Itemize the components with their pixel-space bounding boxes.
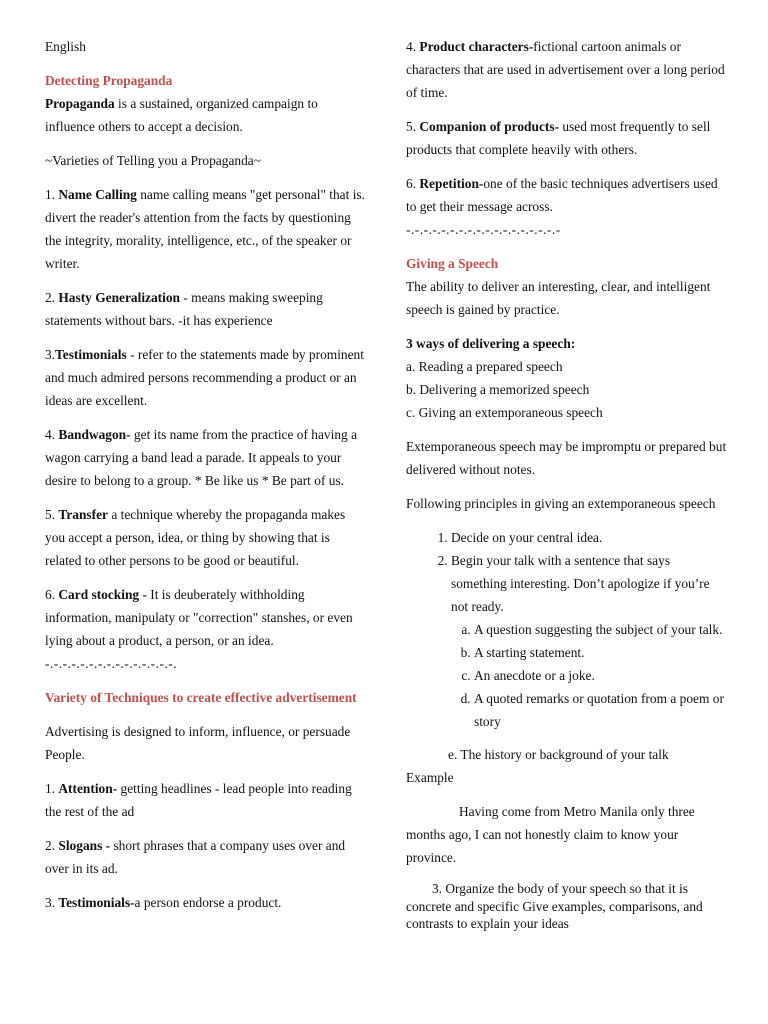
item-term: Name Calling [58,187,137,202]
item-text: fictional cartoon animals or characters that are used in advertisement over a long period of time. [406,39,725,100]
ways-heading [406,332,728,355]
item-number: 5. [45,507,59,522]
item-text: short phrases that a company uses over and over in its ad. [45,838,346,876]
item-text: - means making sweeping statements without bars. -it has experience [45,290,323,328]
principle-item: 1. Decide on your central idea. [451,526,728,549]
item-term: Companion of products- [419,119,560,134]
item-text: a technique whereby the propaganda makes you accept a person, idea, or thing by showing that is related to other persons to be good or beautiful. [45,507,346,568]
item-number: 4. [45,427,59,442]
item-term: Testimonials- [58,895,135,910]
item-number: 3. [45,347,56,362]
way-item: b. Delivering a memorized speech [406,382,590,397]
propaganda-item [45,583,367,652]
item-number: 2. [45,290,59,305]
sub-principle-item: c. An anecdote or a joke. [474,664,728,687]
item-number: 2. [45,838,59,853]
item-number: 6. [406,176,420,191]
technique-item [406,172,728,218]
item-term: Hasty Generalization [58,290,181,305]
technique-item [45,834,367,880]
item-text: get its name from the practice of having a wagon carrying a band lead a parade. It appeals to your desire to belong to a group. * Be like us * Be part of us. [45,427,358,488]
propaganda-item [45,286,367,332]
way-item: c. Giving an extemporaneous speech [406,405,603,420]
item-term: Repetition- [419,176,484,191]
propaganda-definition [45,92,367,138]
item-number: 1. [45,781,59,796]
right-column [406,35,728,944]
propaganda-item [45,343,367,412]
section-heading-giving-a-speech: Giving a Speech [406,256,499,271]
sub-principle-item: d. A quoted remarks or quotation from a poem or story [474,687,728,733]
item-text: - refer to the statements made by prominent and much admired persons recommending a product or an ideas are excellent. [45,347,364,408]
propaganda-item [45,183,367,275]
item-text: It is deuberately withholding information, manipulaty or "correction" stanshes, or even lying about a product, a person, or an idea. [45,587,353,648]
item-number: 5. [406,119,420,134]
item-term: Slogans - [58,838,111,853]
definition-text: is a sustained, organized campaign to influence others to accept a decision. [45,96,318,134]
propaganda-item [45,423,367,492]
principles-intro: Following principles in giving an extemporaneous speech [406,496,716,511]
item-number: 1. [45,187,59,202]
principle-item [451,549,728,733]
item-text: a person endorse a product. [134,895,282,910]
propaganda-item [45,503,367,572]
item-text: getting headlines - lead people into reading the rest of the ad [45,781,352,819]
ways-heading-text: 3 ways of delivering a speech: [406,336,576,351]
technique-item [45,777,367,823]
technique-item [406,35,728,104]
section-divider: -.-.-.-.-.-.-.-.-.-.-.-.-.-.-.-.-.- [406,222,561,237]
step-three: 3. Organize the body of your speech so that it is concrete and specific Give examples, comparisons, and contrasts to explain your ideas [406,881,703,931]
left-column [45,35,367,925]
example-text: Having come from Metro Manila only three months ago, I can not honestly claim to know your province. [406,804,695,865]
advertising-intro: Advertising is designed to inform, influence, or persuade People. [45,724,351,762]
item-term: Transfer [58,507,108,522]
section-heading-advertisement-techniques: Variety of Techniques to create effective advertisement [45,690,357,705]
section-heading-detecting-propaganda: Detecting Propaganda [45,73,173,88]
varieties-line: ~Varieties of Telling you a Propaganda~ [45,153,261,168]
item-number: 3. [45,895,59,910]
way-item: a. Reading a prepared speech [406,359,563,374]
sub-principle-e: e. The history or background of your talk [448,747,669,762]
item-term: Product characters- [419,39,534,54]
principles-list [406,526,728,733]
item-text: name calling means "get personal" that is. divert the reader's attention from the facts by questioning the integrity, morality, intelligence, etc., of the speaker or writer. [45,187,365,271]
item-term: Bandwagon- [58,427,131,442]
technique-item [45,891,367,914]
item-text: one of the basic techniques advertisers used to get their message across. [406,176,718,214]
subject-label: English [45,39,86,54]
definition-term: Propaganda [45,96,115,111]
sub-principle-item: a. A question suggesting the subject of your talk. [474,618,728,641]
item-number: 6. [45,587,59,602]
principle-text: Begin your talk with a sentence that says something interesting. Don’t apologize if you’re not ready. [451,553,710,614]
sub-principles-list [451,618,728,733]
sub-principle-item: b. A starting statement. [474,641,728,664]
speech-intro: The ability to deliver an interesting, clear, and intelligent speech is gained by practice. [406,279,711,317]
technique-item [406,115,728,161]
item-term: Attention- [58,781,118,796]
item-term: Card stocking - [58,587,147,602]
item-text: used most frequently to sell products that complete heavily with others. [406,119,711,157]
example-label: Example [406,770,454,785]
item-term: Testimonials [55,347,127,362]
extemporaneous-note: Extemporaneous speech may be impromptu or prepared but delivered without notes. [406,439,727,477]
section-divider: -.-.-.-.-.-.-.-.-.-.-.-.-.-.-. [45,656,178,671]
item-number: 4. [406,39,420,54]
